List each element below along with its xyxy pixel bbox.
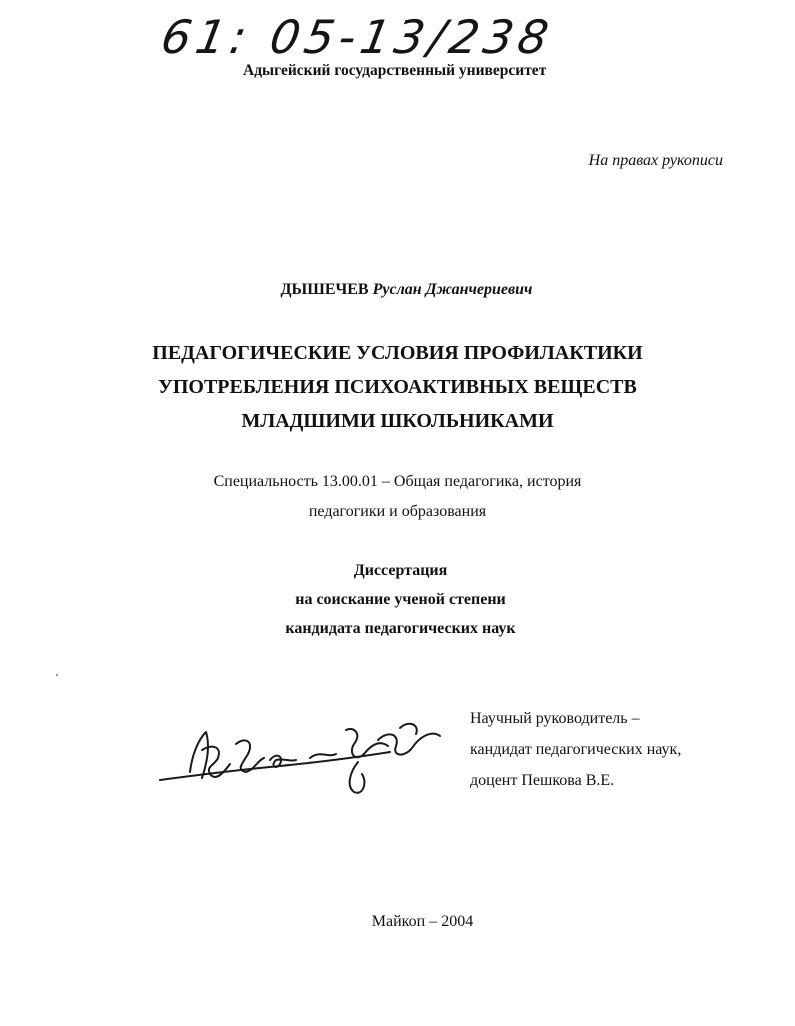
degree-line: Диссертация (353, 562, 448, 579)
title-line: МЛАДШИМИ ШКОЛЬНИКАМИ (241, 410, 554, 432)
author-given-names: Руслан Джанчериевич (372, 281, 533, 298)
title-line: ПЕДАГОГИЧЕСКИЕ УСЛОВИЯ ПРОФИЛАКТИКИ (152, 342, 643, 364)
author-name (0, 281, 795, 299)
handwritten-archive-code: 61: 05-13/238 (157, 10, 558, 64)
author-signature (150, 700, 450, 810)
university-name: Адыгейский государственный университет (243, 62, 547, 79)
manuscript-rights-note: На правах рукописи (588, 152, 723, 169)
title-line: УПОТРЕБЛЕНИЯ ПСИХОАКТИВНЫХ ВЕЩЕСТВ (158, 376, 637, 398)
degree-line: на соискание ученой степени (295, 591, 506, 608)
supervisor-block (470, 703, 681, 796)
specialty-line: Специальность 13.00.01 – Общая педагогика, история (213, 473, 582, 490)
supervisor-line: кандидат педагогических наук, (470, 741, 682, 758)
scan-speck (56, 674, 58, 676)
supervisor-line: Научный руководитель – (470, 710, 640, 727)
specialty-block (0, 467, 795, 527)
dissertation-title (0, 336, 795, 438)
author-surname: ДЫШЕЧЕВ (280, 281, 369, 298)
city-and-year: Майкоп – 2004 (371, 913, 474, 930)
specialty-line: педагогики и образования (308, 503, 487, 520)
degree-statement (0, 556, 795, 643)
supervisor-line: доцент Пешкова В.Е. (470, 772, 615, 789)
degree-line: кандидата педагогических наук (285, 620, 516, 637)
